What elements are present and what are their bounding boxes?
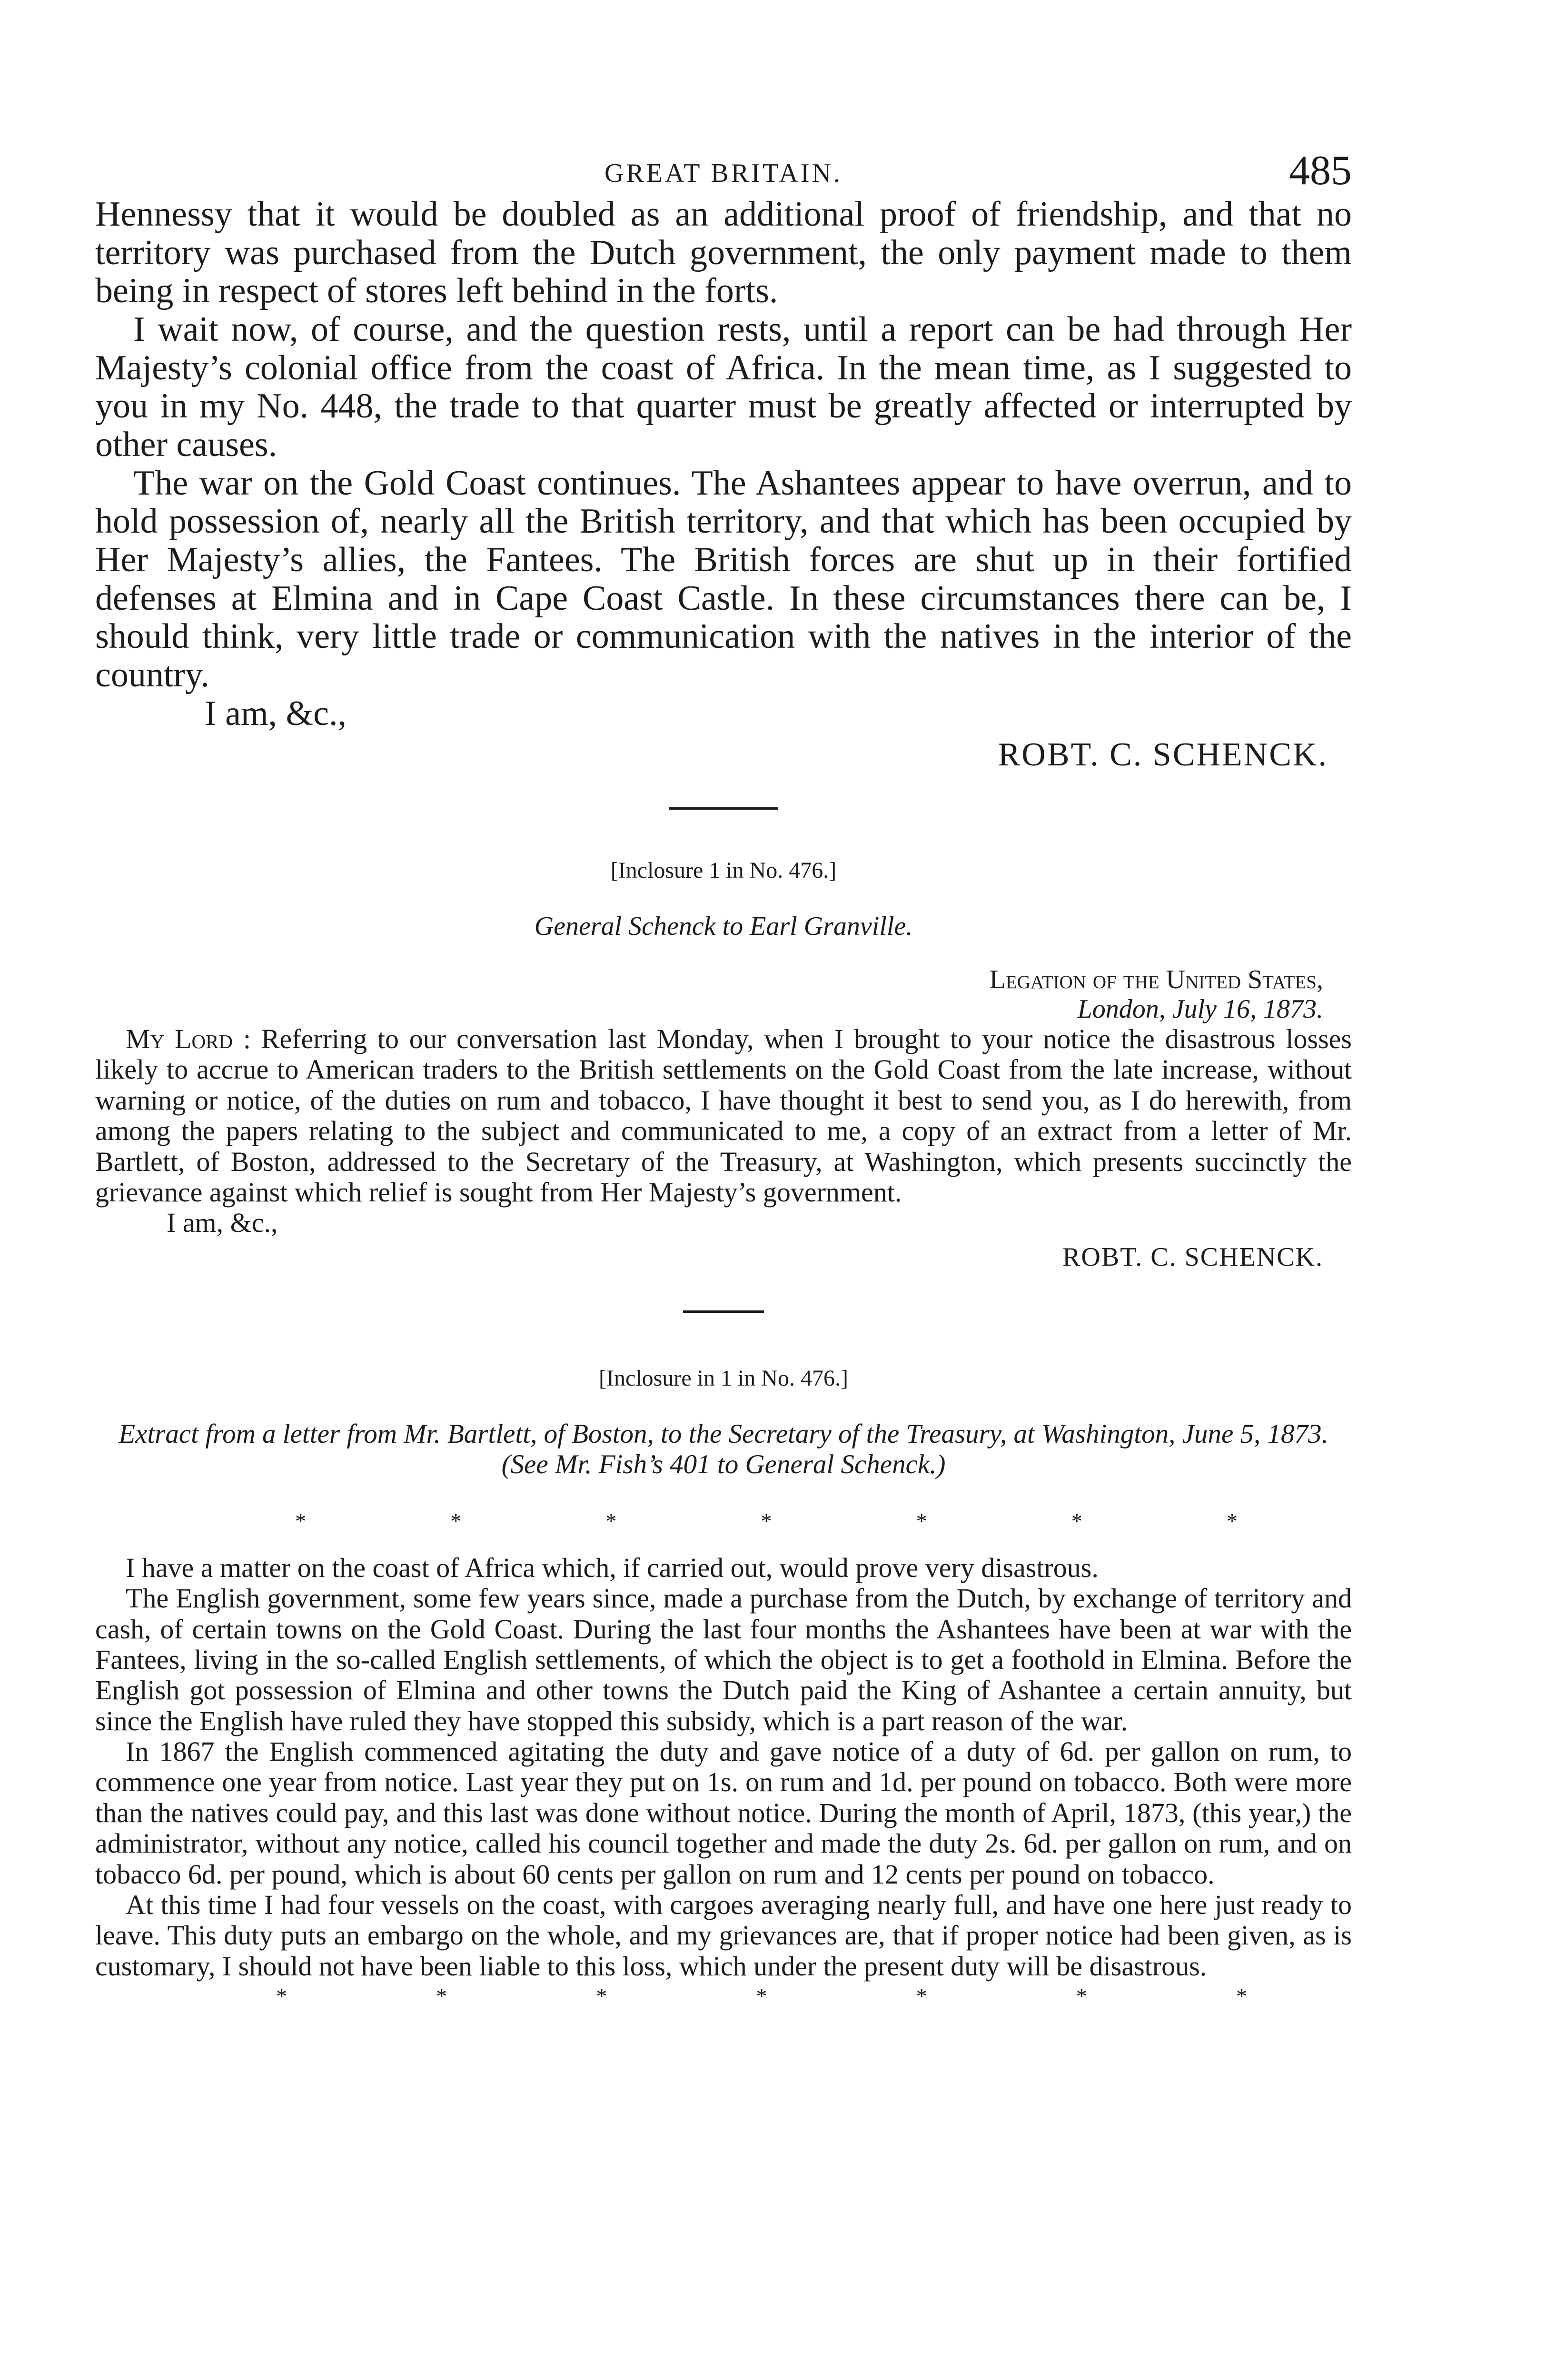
star: *	[761, 1508, 772, 1533]
star: *	[295, 1508, 306, 1533]
page-number: 485	[1289, 148, 1352, 194]
star: *	[756, 1984, 767, 2009]
letter-paragraph: The war on the Gold Coast continues. The Ashantees appear to have overrun, and to hold possession of, nearly all the British territory, and that which has been occupied by Her Majesty’s allies, the Fantees. The British forces are shut up in their fortified defenses at Elmina and in Cape Coast Castle. In these circumstances there can be, I should think, very little trade or communication with the natives in the interior of the country.	[95, 463, 1352, 694]
inclosure-heading: General Schenck to Earl Granville.	[534, 911, 913, 941]
star: *	[436, 1984, 447, 2009]
star: *	[916, 1508, 927, 1533]
section-divider	[683, 1310, 764, 1313]
star: *	[450, 1508, 462, 1533]
star: *	[605, 1508, 617, 1533]
inclosure-label: [Inclosure 1 in No. 476.]	[610, 857, 837, 883]
section-divider	[669, 807, 778, 810]
star: *	[1076, 1984, 1087, 2009]
page	[95, 143, 1352, 2028]
extract-paragraph: I have a matter on the coast of Africa which, if carried out, would prove very disastrous.	[126, 1552, 1099, 1583]
inclosure-body	[95, 1024, 1352, 1208]
star: *	[1226, 1508, 1238, 1533]
letter-place-date	[95, 965, 1352, 1024]
star: *	[276, 1984, 287, 2009]
inclosure-2	[95, 1365, 1352, 2009]
inclosure-label: [Inclosure in 1 in No. 476.]	[599, 1366, 848, 1391]
extract-paragraph: At this time I had four vessels on the coast, with cargoes averaging nearly full, and have one here just ready to leave. This duty puts an embargo on the whole, and my grievances are, that if proper notice had been given, as is customary, I should not have been liable to this loss, which under the present duty will be disastrous.	[95, 1889, 1352, 1982]
letter-signature: ROBT. C. SCHENCK.	[998, 736, 1328, 773]
letter-body	[95, 195, 1352, 774]
star: *	[596, 1984, 607, 2009]
extract-paragraph: The English government, some few years since, made a purchase from the Dutch, by exchange of territory and cash, of certain towns on the Gold Coast. During the last four months the Ashantees have been at war with the Fantees, living in the so-called English settlements, of which the object is to get a foothold in Elmina. Before the English got possession of Elmina and other towns the Dutch paid the King of Ashantee a certain annuity, but since the English have ruled they have stopped this subsidy, which is a part reason of the war.	[95, 1583, 1352, 1736]
letter-closing: I am, &c.,	[205, 694, 347, 733]
extract-paragraph: In 1867 the English commenced agitating the duty and gave notice of a duty of 6d. per gallon on rum, to commence one year from notice. Last year they put on 1s. on rum and 1d. per pound on tobacco. Both were more than the natives could pay, and this last was done without notice. During the month of April, 1873, (this year,) the administrator, without any notice, called his council together and made the duty 2s. 6d. per gallon on rum, and on tobacco 6d. per pound, which is about 60 cents per gallon on rum and 12 cents per pound on tobacco.	[95, 1736, 1352, 1890]
star: *	[1236, 1984, 1247, 2009]
inclosure-body-text: Referring to our conversation last Monday, when I brought to your notice the disastrous losses likely to accrue to American traders to the British settlements on the Gold Coast from the late increase, without warning or notice, of the duties on rum and tobacco, I have thought it best to send you, as I do herewith, from among the papers relating to the subject and communicated to me, a copy of an extract from a letter of Mr. Bartlett, of Boston, addressed to the Secretary of the Treasury, at Washington, which presents succinctly the grievance against which relief is sought from Her Majesty’s government.	[95, 1023, 1352, 1208]
running-head	[95, 143, 1352, 195]
star: *	[916, 1984, 927, 2009]
letter-date: London, July 16, 1873.	[1077, 994, 1323, 1024]
salutation: My Lord :	[126, 1023, 251, 1055]
running-title: GREAT BRITAIN.	[604, 159, 843, 188]
inclosure-1	[95, 857, 1352, 1272]
ellipsis-stars	[95, 1508, 1352, 1534]
extract-heading: Extract from a letter from Mr. Bartlett, of Boston, to the Secretary of the Treasury, at Washington, June 5, 1873. (See Mr. Fish’s 401 to General Schenck.)	[119, 1419, 1328, 1479]
letter-paragraph: Hennessy that it would be doubled as an additional proof of friendship, and that no territory was purchased from the Dutch government, the only payment made to them being in respect of stores left behind in the forts.	[95, 195, 1352, 311]
ellipsis-stars-end	[95, 1983, 1352, 2009]
star: *	[1071, 1508, 1082, 1533]
letter-place: Legation of the United States,	[989, 964, 1323, 994]
letter-paragraph: I wait now, of course, and the question rests, until a report can be had through Her Majesty’s colonial office from the coast of Africa. In the mean time, as I suggested to you in my No. 448, the trade to that quarter must be greatly affected or interrupted by other causes.	[95, 309, 1352, 464]
inclosure-signature: ROBT. C. SCHENCK.	[1062, 1242, 1323, 1272]
inclosure-closing: I am, &c.,	[167, 1207, 278, 1239]
